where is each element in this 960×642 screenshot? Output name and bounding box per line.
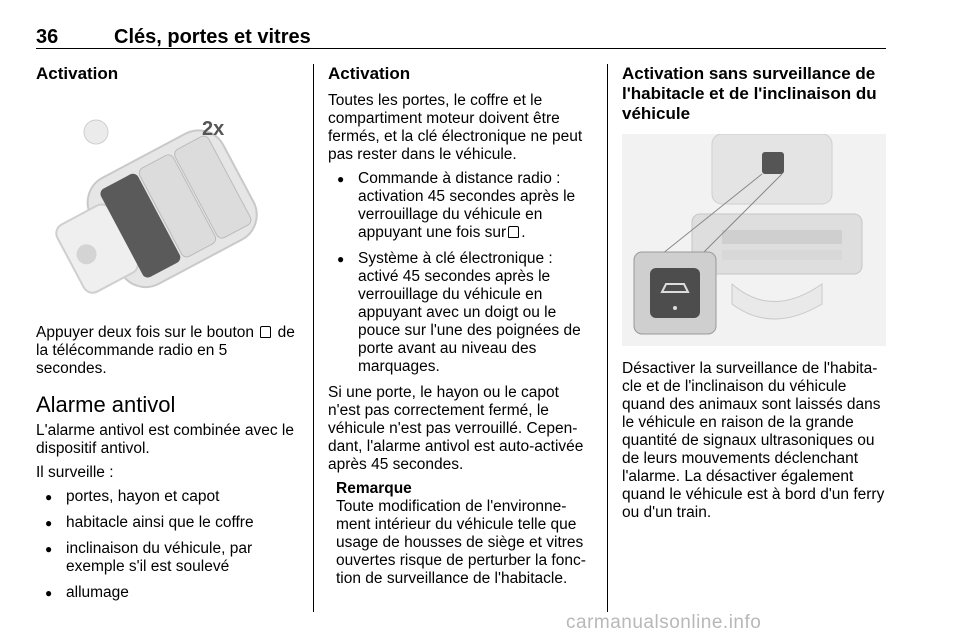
bullet1-text: Commande à distance radio : activation 45 secondes après le verrouillage du véhicule en appuyant une fois sur (358, 170, 576, 241)
section-title: Alarme antivol (36, 392, 176, 417)
list-item: ● habitacle ainsi que le coffre (36, 514, 298, 532)
column-3 (622, 64, 886, 528)
monitors-label: Il surveille : (36, 464, 114, 481)
no-surveillance-heading: Activation sans surveillance de l'habitacle et de l'inclinaison du véhicule (622, 64, 877, 123)
section-intro: L'alarme antivol est combinée avec le dispositif antivol. (36, 422, 294, 457)
monitors-list (36, 488, 298, 602)
activation-methods-list (328, 170, 592, 376)
bullet1-text-after: . (521, 224, 526, 241)
activation-after: Si une porte, le hayon ou le capot n'est pas correctement fermé, le véhicule n'est pas verrouillé. Cepen-dant, l'alarme antivol est auto-activée après 45 secondes. (328, 384, 584, 473)
overhead-console-figure (622, 134, 886, 346)
page-header (36, 26, 886, 49)
activation-heading-2: Activation (328, 64, 411, 83)
overhead-console-illustration (622, 134, 886, 346)
column-1 (36, 64, 298, 610)
lock-icon (260, 326, 271, 338)
list-item: ● Système à clé électronique : activé 45 secondes après le verrouillage du véhicule en appuyant avec un doigt ou le pouce sur l'une des poignées de porte avant au niveau des marquages. (328, 250, 592, 376)
list-item: ● portes, hayon et capot (36, 488, 298, 506)
list-item: ● inclinaison du véhicule, par exemple s'il est soulevé (36, 540, 298, 576)
caption-text-before: Appuyer deux fois sur le bouton (36, 324, 254, 341)
page-number: 36 (36, 26, 59, 48)
list-item (328, 170, 592, 242)
remote-key-figure (36, 92, 298, 310)
activation-intro: Toutes les portes, le coffre et le compartiment moteur doivent être fermés, et la clé électronique ne peut pas rester dans le véhicule. (328, 92, 583, 163)
caption-text-after: de la télécommande radio en 5 secondes. (36, 324, 295, 377)
list-item: ● allumage (36, 584, 298, 602)
press-count-label: 2x (202, 118, 225, 140)
no-surveillance-text: Désactiver la surveillance de l'habita-cle et de l'inclinaison du véhicule quand des animaux sont laissés dans le véhicule en raison de la grande quantité de signaux ultrasoniques ou de leurs mouvements déclenchant l'alarme. La désactiver également quand le véhicule est à bord d'un ferry ou d'un train. (622, 360, 885, 521)
note-title: Remarque (336, 480, 412, 497)
activation-heading: Activation (36, 64, 119, 83)
remote-caption (36, 324, 298, 378)
column-2 (328, 64, 592, 588)
remote-key-illustration (36, 92, 298, 310)
watermark: carmanualsonline.info (566, 612, 762, 633)
column-divider-1 (313, 64, 314, 612)
note-text: Toute modification de l'environne-ment intérieur du véhicule telle que usage de housses de siège et vitres ouvertes risque de perturber la fonc-tion de surveillance de l'habitacle. (336, 498, 586, 587)
column-divider-2 (607, 64, 608, 612)
lock-icon (508, 226, 519, 238)
note-block (328, 480, 592, 588)
chapter-title: Clés, portes et vitres (114, 26, 311, 48)
